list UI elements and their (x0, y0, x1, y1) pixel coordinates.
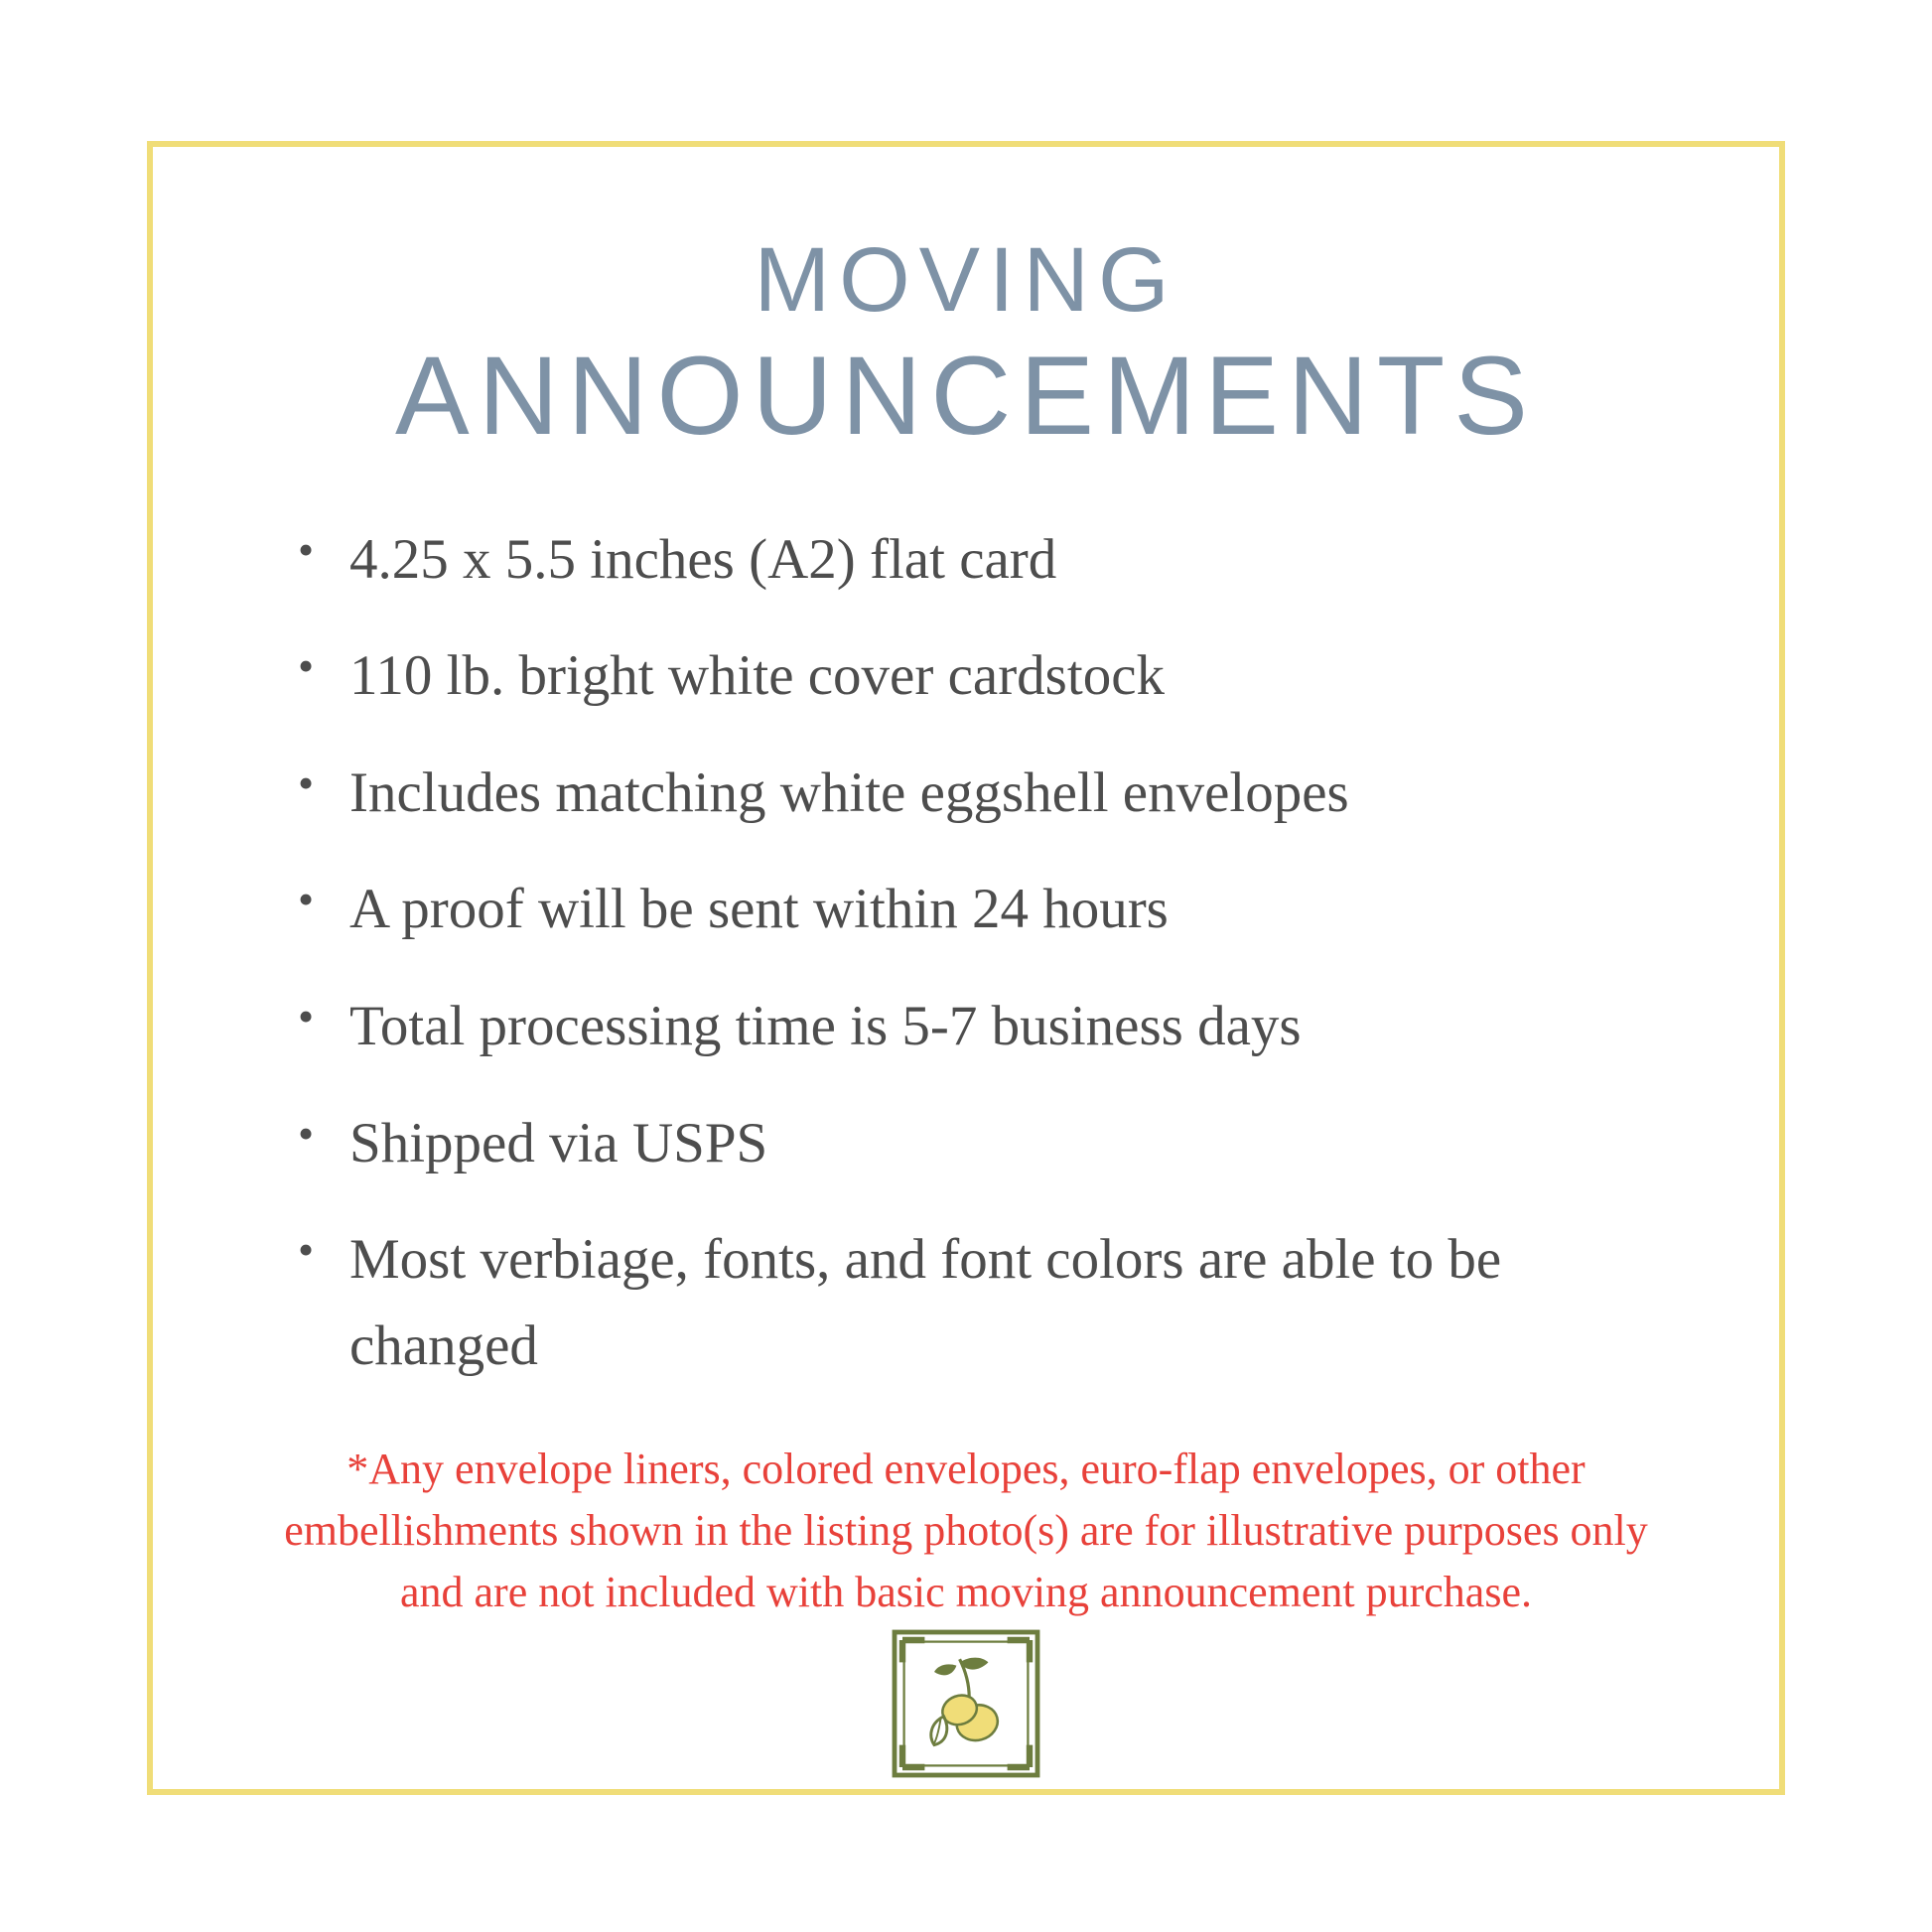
page-title (222, 228, 1710, 460)
page-title-line-2: ANNOUNCEMENTS (395, 333, 1537, 458)
card-content (153, 147, 1779, 1789)
list-item: • Total processing time is 5-7 business days (298, 984, 1690, 1070)
announcement-card (147, 141, 1785, 1795)
logo-container (222, 1624, 1710, 1817)
list-item: • Most verbiage, fonts, and font colors are able to be changed (298, 1217, 1690, 1389)
page-title-line-1: MOVING (754, 229, 1178, 331)
list-item: • 110 lb. bright white cover cardstock (298, 633, 1690, 720)
list-item: • A proof will be sent within 24 hours (298, 867, 1690, 953)
list-item: • Shipped via USPS (298, 1101, 1690, 1187)
list-item: • 4.25 x 5.5 inches (A2) flat card (298, 517, 1690, 604)
list-item: • Includes matching white eggshell envelopes (298, 751, 1690, 837)
feature-list (222, 517, 1710, 1421)
disclaimer-text: *Any envelope liners, colored envelopes, euro-flap envelopes, or other embellishments shown in the listing photo(s) are for illustrative purposes only and are not included with basic moving announcement purchase. (284, 1444, 1648, 1617)
lemon-branch-logo-icon (887, 1624, 1045, 1783)
